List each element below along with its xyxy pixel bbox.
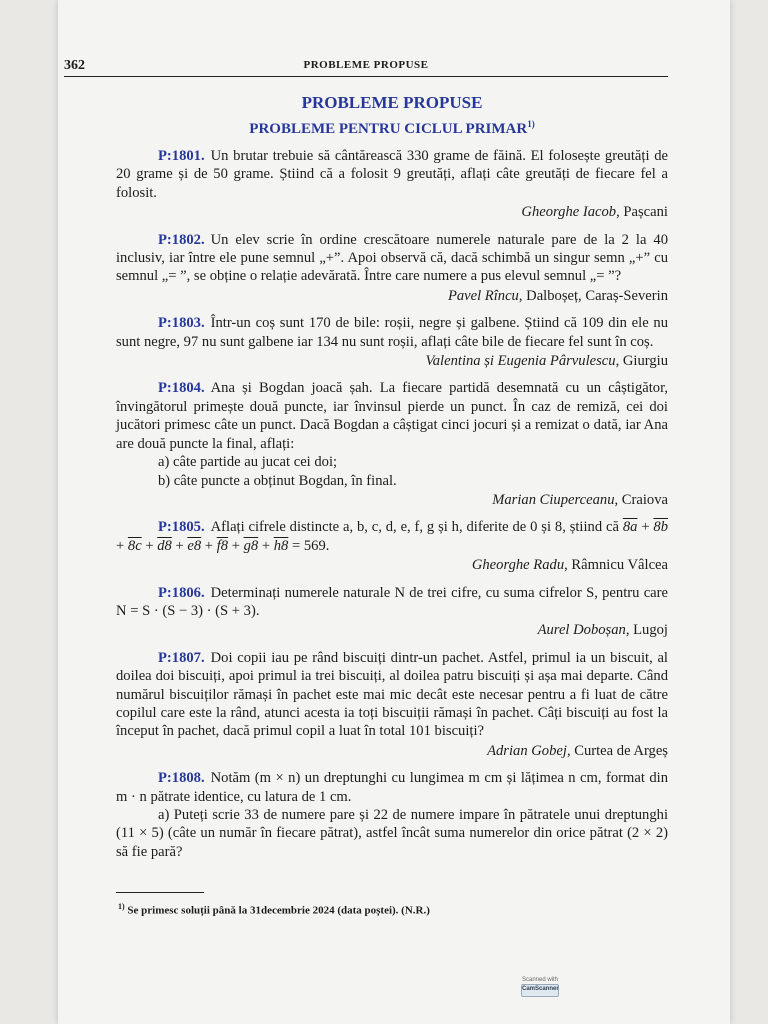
subsection-title [116, 114, 668, 139]
camscanner-logo: CamScanner [521, 984, 559, 997]
problem-author [116, 556, 668, 574]
problem-1807 [116, 649, 668, 741]
author-name: Marian Ciuperceanu [492, 491, 615, 508]
scanner-stamp [520, 976, 560, 1010]
problem-1806 [116, 584, 668, 621]
footnote-mark: 1) [527, 119, 535, 129]
problem-text: Un brutar trebuie să cântărească 330 grame de făină. El folosește greutăți de 20 grame și de 50 grame. Știind că a folosit 9 greutăți, aflați câte greutăți de fiecare fel a folosit. [116, 148, 668, 201]
overline-number: 8b [653, 519, 669, 536]
overline-number: e8 [187, 537, 202, 554]
problem-id: P:1808. [158, 770, 205, 787]
problem-item-a: a) câte partide au jucat cei doi; [158, 454, 338, 471]
page-number: 362 [64, 58, 85, 73]
overline-number: 8a [622, 519, 638, 536]
overline-number: f8 [216, 537, 229, 554]
problem-text: Doi copii iau pe rând biscuiți dintr-un pachet. Astfel, primul ia un biscuit, al doilea doi biscuiți, apoi primul ia trei biscuiți, al doilea patru biscuiți și așa mai departe. Când numărul biscuiților rămași în pachet este mai mic decât este necesar pentru a fi luat de către copilul care este la rând, atunci acesta ia toți biscuiții rămași în pachet. Câți biscuiți au fost la început în pachet, dacă primul copil a luat în total 101 biscuiți? [116, 649, 668, 740]
page-header [64, 58, 668, 77]
problem-1802 [116, 231, 668, 286]
plus-sign: + [204, 537, 214, 554]
overline-number: h8 [273, 537, 289, 554]
author-name: Pavel Rîncu [447, 287, 519, 304]
author-name: Adrian Gobej [487, 742, 567, 759]
subsection-title-text: PROBLEME PENTRU CICLUL PRIMAR [249, 121, 528, 137]
footnote [118, 902, 638, 917]
equation-result: = 569. [291, 537, 330, 554]
author-name: Gheorghe Iacob [521, 204, 617, 221]
author-place: , Lugoj [625, 622, 668, 639]
plus-sign: + [641, 519, 650, 536]
problem-id: P:1807. [158, 649, 205, 666]
problem-text: Aflați cifrele distincte a, b, c, d, e, f, g și h, diferite de 0 și 8, știind că [210, 519, 619, 536]
problem-1803 [116, 314, 668, 351]
footnote-text: Se primesc soluții până la 31decembrie 2024 (data poștei). (N.R.) [127, 904, 430, 917]
problem-author [116, 621, 668, 639]
plus-sign: + [231, 537, 240, 554]
problem-author [116, 352, 668, 370]
scanner-caption: Scanned with [521, 977, 559, 983]
author-place: , Râmnicu Vâlcea [564, 557, 668, 574]
problem-id: P:1803. [158, 315, 205, 332]
problem-id: P:1802. [158, 231, 205, 248]
problem-1801 [116, 147, 668, 202]
plus-sign: + [175, 537, 184, 554]
author-place: , Giurgiu [615, 353, 668, 370]
overline-number: d8 [157, 537, 172, 554]
footnote-rule [116, 892, 204, 893]
problem-author [116, 287, 668, 305]
problem-item-b: b) câte puncte a obținut Bogdan, în final. [158, 472, 397, 489]
author-name: Aurel Doboșan [537, 622, 626, 639]
problem-author [116, 742, 668, 760]
problem-1808-part-a: a) Puteți scrie 33 de numere pare și 22 de numere impare în pătratele unui dreptunghi (11 × 5) (câte un număr în fiecare pătrat), astfel încât suma numerelor din orice pătrat (2 × 2) să fie pară? [116, 807, 668, 860]
footnote-mark: 1) [118, 902, 125, 911]
problem-author [116, 203, 668, 221]
problem-1808 [116, 769, 668, 806]
section-title: PROBLEME PROPUSE [301, 93, 483, 112]
problem-text: Într-un coș sunt 170 de bile: roșii, negre și galbene. Știind că 109 din ele nu sunt negre, 97 nu sunt galbene iar 134 nu sunt roșii, aflați câte bile de fiecare fel sunt în coș. [116, 315, 668, 350]
problem-id: P:1804. [158, 380, 205, 397]
problem-text: Un elev scrie în ordine crescătoare numerele naturale pare de la 2 la 40 inclusiv, iar între ele pune semnul „+”. Apoi observă că, dacă schimbă un singur semn „+” cu semnul „= ”, se obține o relație adevărată. Între care numere a pus elevul semnul „= ”? [116, 231, 668, 285]
problem-text: Notăm (m × n) un dreptunghi cu lungimea m cm și lățimea n cm, format din m · n pătrate identice, cu latura de 1 cm. [116, 770, 668, 805]
author-name: Gheorghe Radu [471, 557, 565, 574]
author-place: , Dalboșeț, Caraș-Severin [518, 287, 668, 304]
author-place: , Curtea de Argeș [566, 742, 668, 759]
running-title: PROBLEME PROPUSE [303, 59, 429, 71]
plus-sign: + [145, 537, 154, 554]
problem-author [116, 491, 668, 509]
overline-number: 8c [127, 537, 142, 554]
author-place: , Craiova [614, 491, 668, 508]
problem-id: P:1801. [158, 148, 205, 164]
page-content [116, 92, 668, 861]
plus-sign: + [261, 537, 271, 554]
author-name: Valentina și Eugenia Pârvulescu [425, 353, 616, 370]
problem-id: P:1805. [158, 519, 205, 536]
problem-1804 [116, 379, 668, 453]
problem-text: Determinați numerele naturale N de trei cifre, cu suma cifrelor S, pentru care N = S · (S − 3) · (S + 3). [116, 584, 668, 619]
plus-sign: + [116, 537, 125, 554]
problem-text: Ana și Bogdan joacă șah. La fiecare partidă desemnată cu un câștigător, învingătorul primește două puncte, iar învinsul pierde un punct. În caz de remiză, cei doi jucători primesc câte un punct. Dacă Bogdan a câștigat cinci jocuri și a remizat o dată, iar Ana are două puncte la final, aflați: [116, 380, 668, 452]
author-place: , Pașcani [616, 204, 668, 221]
problem-1805 [116, 518, 668, 555]
overline-number: g8 [243, 537, 259, 554]
problem-id: P:1806. [158, 584, 205, 601]
